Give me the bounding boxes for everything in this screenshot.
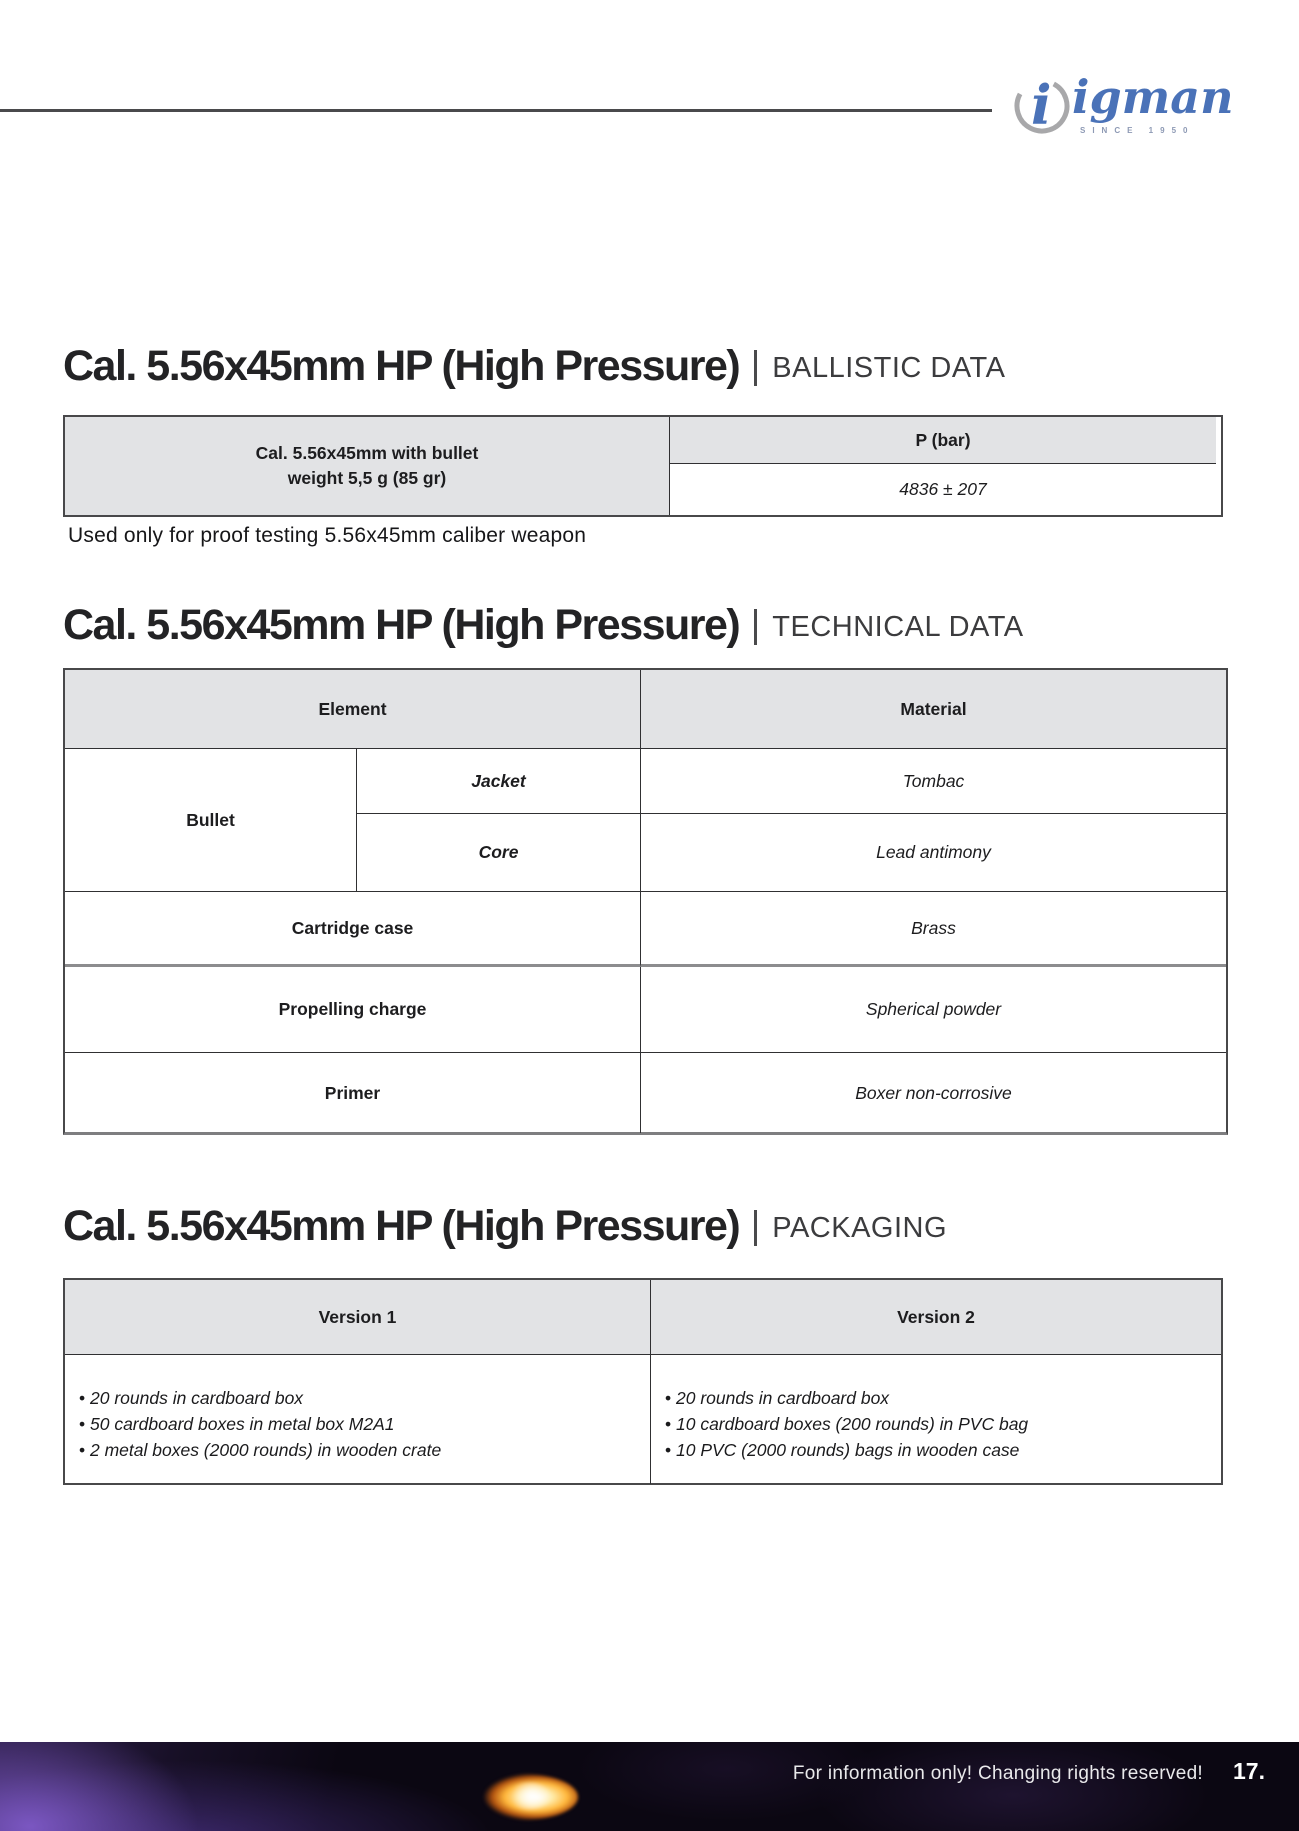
technical-cell-core: Core [357,814,641,892]
technical-cell-propelling-charge: Propelling charge [65,967,641,1053]
igman-logo [1014,68,1234,148]
technical-cell-lead-antimony: Lead antimony [641,814,1226,892]
logo-wordmark: igman [1072,70,1234,124]
ballistic-table [63,415,1223,517]
list-item: • 20 rounds in cardboard box [79,1385,441,1411]
list-item: • 20 rounds in cardboard box [665,1385,1028,1411]
technical-cell-bullet: Bullet [65,749,357,892]
section-title: Cal. 5.56x45mm HP (High Pressure) [63,601,740,649]
technical-cell-primer: Primer [65,1053,641,1133]
packaging-version2-list [651,1355,1221,1484]
technical-header-material: Material [641,670,1226,749]
technical-table [63,668,1228,1135]
list-item: • 50 cardboard boxes in metal box M2A1 [79,1411,441,1437]
technical-header-element: Element [65,670,641,749]
footer-band [0,1742,1299,1831]
ballistic-note: Used only for proof testing 5.56x45mm caliber weapon [68,524,587,547]
packaging-version1-list [65,1355,651,1484]
technical-cell-jacket: Jacket [357,749,641,814]
packaging-header-version1: Version 1 [65,1280,651,1355]
logo-circle-i-icon [1014,68,1076,138]
section-subtitle: BALLISTIC DATA [754,350,1005,386]
section-subtitle: TECHNICAL DATA [754,609,1023,645]
logo-tagline: SINCE 1950 [1080,126,1195,135]
page-number: 17. [1233,1758,1265,1784]
header-rule [0,109,992,112]
ballistic-pressure-header: P (bar) [670,417,1216,464]
technical-cell-spherical-powder: Spherical powder [641,967,1226,1053]
technical-cell-tombac: Tombac [641,749,1226,814]
footer-text [793,1758,1265,1785]
ballistic-pressure-value: 4836 ± 207 [899,479,987,499]
footer-disclaimer: For information only! Changing rights reserved! [792,1763,1204,1784]
packaging-header-version2: Version 2 [651,1280,1221,1355]
technical-cell-cartridge-case: Cartridge case [65,892,641,967]
list-item: • 2 metal boxes (2000 rounds) in wooden crate [79,1437,441,1463]
list-item: • 10 PVC (2000 rounds) bags in wooden case [665,1437,1028,1463]
section-title: Cal. 5.56x45mm HP (High Pressure) [63,342,740,390]
section-title: Cal. 5.56x45mm HP (High Pressure) [63,1202,740,1250]
packaging-table [63,1278,1223,1485]
svg-text:i: i [1031,73,1052,137]
section-heading-technical [63,599,1024,651]
list-item: • 10 cardboard boxes (200 rounds) in PVC bag [665,1411,1028,1437]
section-heading-packaging [63,1200,947,1252]
technical-cell-boxer: Boxer non-corrosive [855,1082,1012,1103]
technical-cell-brass: Brass [641,892,1226,967]
section-subtitle: PACKAGING [754,1210,947,1246]
ballistic-row-label-line2: weight 5,5 g (85 gr) [287,468,447,488]
section-heading-ballistic [63,340,1005,392]
ballistic-row-label-line1: Cal. 5.56x45mm with bullet [255,443,479,463]
tracer-flash-graphic [468,1774,578,1820]
ballistic-row-label [65,417,670,515]
